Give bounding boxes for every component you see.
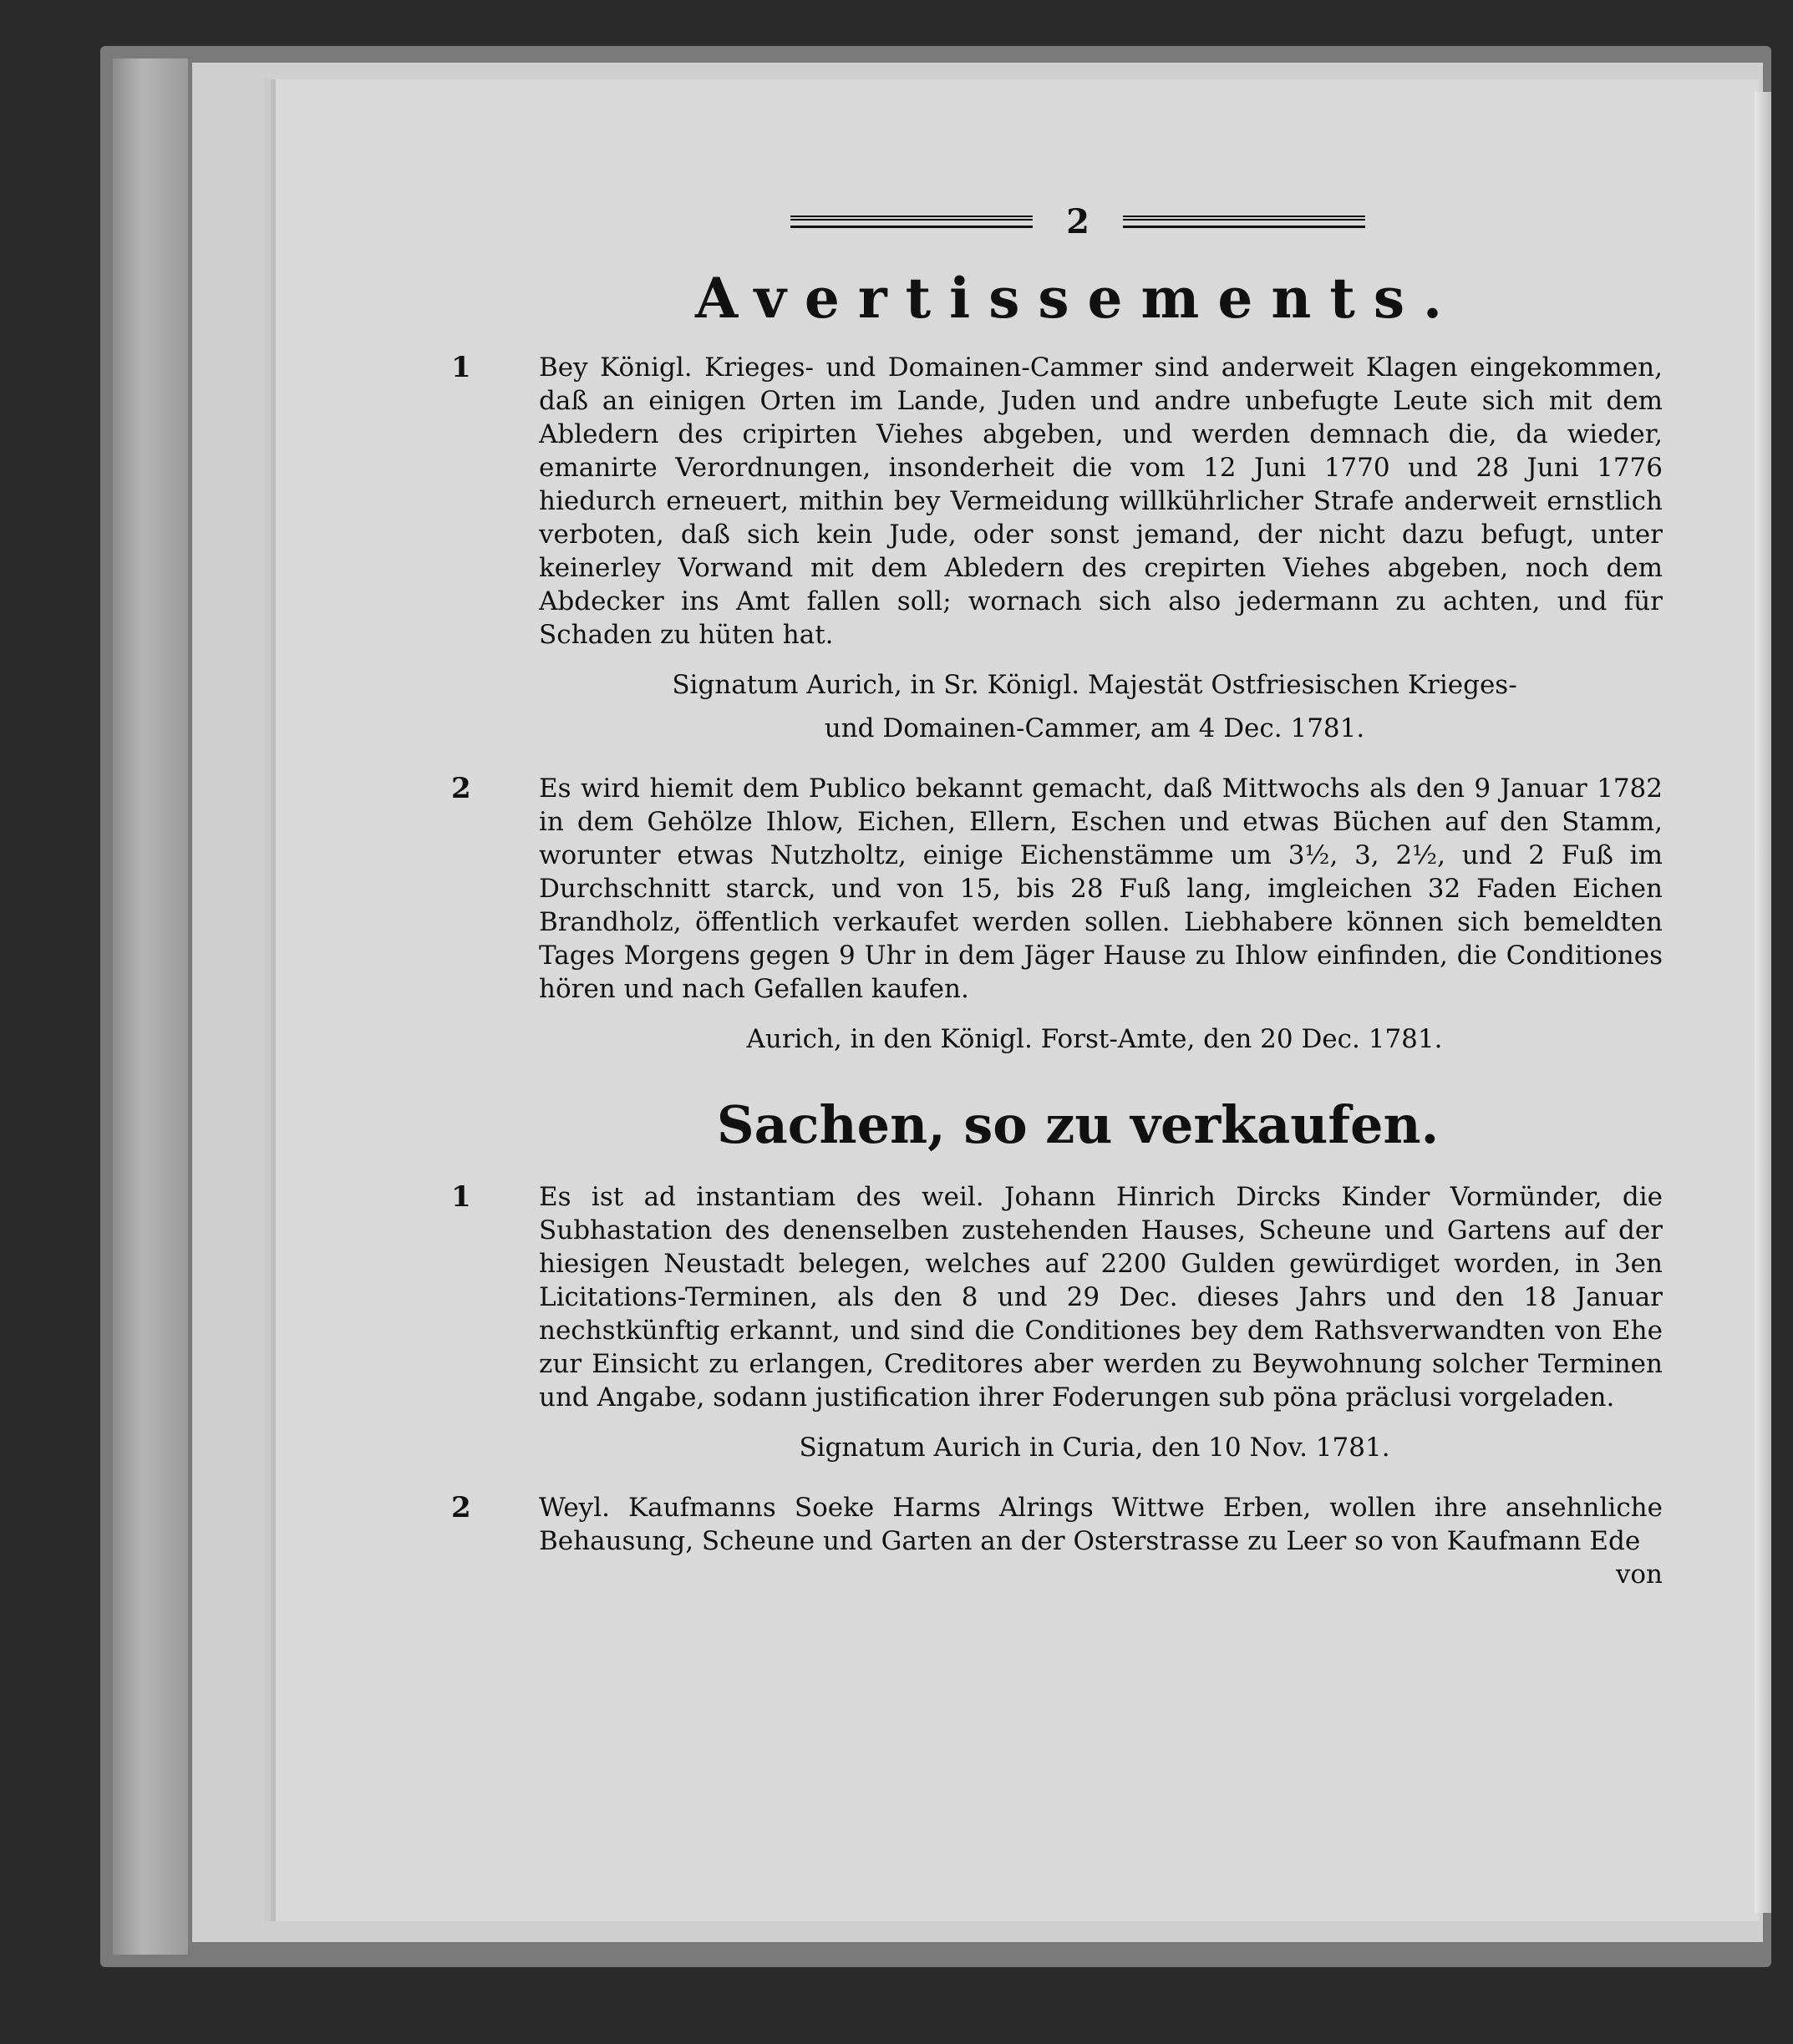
- signature-line: Signatum Aurich in Curia, den 10 Nov. 1781.: [799, 1433, 1390, 1463]
- notice-entry: [451, 772, 1663, 1006]
- signature-line: Signatum Aurich, in Sr. Königl. Majestät Ostfriesischen Krieges-: [672, 670, 1517, 700]
- entry-text: Es ist ad instantiam des weil. Johann Hinrich Dircks Kinder Vormünder, die Subhastation des denenselben zustehenden Hauses, Scheune und Gartens auf der hiesigen Neustadt belegen, welches auf 2200 Gulden gewürdiget worden, in 3en Licitations-Terminen, als den 8 und 29 Dec. dieses Jahrs und den 18 Januar nechstkünftig erkannt, und sind die Conditiones bey dem Rathsverwandten von Ehe zur Einsicht zu erlangen, Creditores aber werden zu Beywohnung solcher Terminen und Angabe, sodann justification ihrer Foderungen sub pöna präclusi vorgeladen.: [539, 1182, 1663, 1413]
- signature-line: und Domainen-Cammer, am 4 Dec. 1781.: [824, 713, 1365, 743]
- entry-text: Es wird hiemit dem Publico bekannt gemacht, daß Mittwochs als den 9 Januar 1782 in dem Gehölze Ihlow, Eichen, Ellern, Eschen und etwas Büchen auf den Stamm, worunter etwas Nutzholtz, einige Eichenstämme um 3½, 3, 2½, und 2 Fuß im Durchschnitt starck, und von 15, bis 28 Fuß lang, imgleichen 32 Faden Eichen Brandholz, öffentlich verkaufet werden sollen. Liebhabere können sich bemeldten Tages Morgens gegen 9 Uhr in dem Jäger Hause zu Ihlow einfinden, die Conditiones hören und nach Gefallen kaufen.: [539, 773, 1663, 1004]
- section-title-avertissements: Avertissements.: [695, 266, 1460, 331]
- entry-signature: [526, 1426, 1663, 1469]
- notice-entry: [451, 351, 1663, 652]
- entry-number: 1: [451, 351, 471, 384]
- entry-number: 1: [451, 1180, 471, 1214]
- entry-number: 2: [451, 772, 471, 805]
- page-header: [493, 192, 1663, 251]
- entry-text: Bey Königl. Krieges- und Domainen-Cammer sind anderweit Klagen eingekommen, daß an einigen Orten im Lande, Juden und andre unbefugte Leute sich mit dem Abledern des cripirten Viehes abgeben, und werden demnach die, da wieder, emanirte Verordnungen, insonderheit die vom 12 Juni 1770 und 28 Juni 1776 hiedurch erneuert, mithin bey Vermeidung willkührlicher Strafe anderweit ernstlich verboten, daß sich kein Jude, oder sonst jemand, der nicht dazu befugt, unter keinerley Vorwand mit dem Abledern des crepirten Viehes abgeben, noch dem Abdecker ins Amt fallen soll; wornach sich also jedermann zu achten, und für Schaden zu hüten hat.: [539, 353, 1663, 650]
- section-title-sales: Sachen, so zu verkaufen.: [716, 1094, 1440, 1155]
- entry-text: Weyl. Kaufmanns Soeke Harms Alrings Wittwe Erben, wollen ihre ansehnliche Behausung, Scheune und Garten an der Osterstrasse zu Leer so von Kaufmann Ede: [539, 1493, 1663, 1556]
- book-spine: [113, 58, 188, 1955]
- sale-entry: [451, 1180, 1663, 1414]
- header-rule-left: [790, 216, 1033, 228]
- page-content: [451, 192, 1663, 1603]
- entry-signature: [526, 663, 1663, 750]
- catchword: von: [1615, 1560, 1663, 1590]
- entry-number: 2: [451, 1491, 471, 1524]
- entry-signature: [526, 1017, 1663, 1061]
- signature-line: Aurich, in den Königl. Forst-Amte, den 20 Dec. 1781.: [746, 1024, 1443, 1054]
- sale-entry: [451, 1491, 1663, 1591]
- header-rule-right: [1123, 216, 1365, 228]
- page-number: 2: [1066, 201, 1090, 241]
- page-edge: [1755, 92, 1771, 1913]
